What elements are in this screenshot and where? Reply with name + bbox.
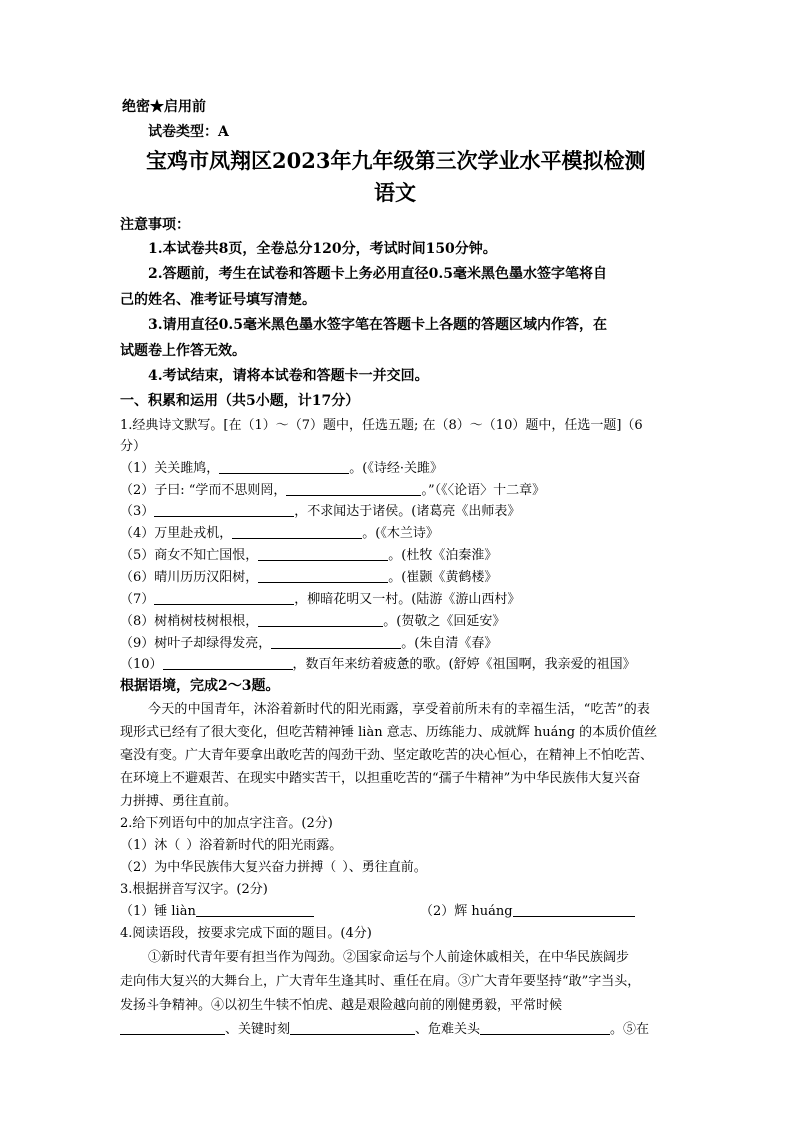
q1-item: （5）商女不知亡国恨， 。(杜牧《泊秦淮》 xyxy=(120,548,498,563)
answer-blank[interactable] xyxy=(232,524,362,539)
q1-item: （9）树叶子却绿得发亮， 。(朱自清《春》 xyxy=(120,636,498,651)
q1-item: （4）万里赴戎机， 。(《木兰诗》 xyxy=(120,526,439,541)
context-line: 力拼搏、勇往直前。 xyxy=(120,794,238,809)
q3-item: （1）锤 liàn xyxy=(120,900,314,919)
exam-title: 宝鸡市凤翔区2023年九年级第三次学业水平模拟检测 xyxy=(146,148,646,173)
answer-blank[interactable] xyxy=(196,902,314,917)
answer-blank[interactable] xyxy=(219,459,349,474)
q2-item: （1）沐（ ）浴着新时代的阳光雨露。 xyxy=(120,838,343,853)
q1-item: （2）子曰: “学而不思则罔， 。”（《〈论语〉十二章》 xyxy=(120,483,546,498)
notice-item: 2.答题前，考生在试卷和答题卡上务必用直径0.5毫米黑色墨水签字笔将自 xyxy=(148,266,607,282)
answer-blank[interactable] xyxy=(480,1020,610,1035)
q1-item: （10） ，数百年来纺着疲惫的歌。(舒婷《祖国啊，我亲爱的祖国》 xyxy=(120,657,636,672)
q1-item: （7） ，柳暗花明又一村。(陆游《游山西村》 xyxy=(120,592,521,607)
answer-blank[interactable] xyxy=(163,655,293,670)
answer-blank[interactable] xyxy=(120,1020,225,1035)
answer-blank[interactable] xyxy=(290,1020,415,1035)
q1-item: （6）晴川历历汉阳树， 。(崔颢《黄鹤楼》 xyxy=(120,570,498,585)
q1-item: （1）关关雎鸠， 。(《诗经·关雎》 xyxy=(120,461,443,476)
notice-item: 己的姓名、准考证号填写清楚。 xyxy=(120,292,316,308)
q2-stem: 2.给下列语句中的加点字注音。(2分) xyxy=(120,816,333,831)
notice-heading: 注意事项： xyxy=(120,217,190,233)
q1-stem: 1.经典诗文默写。[在（1）～（7）题中，任选五题; 在（8）～（10）题中，任选一题]（6 xyxy=(120,418,643,433)
answer-blank[interactable] xyxy=(271,634,401,649)
q4-line: 、关键时刻 、危难关头 。⑤在 xyxy=(120,1018,649,1037)
answer-blank[interactable] xyxy=(154,590,294,605)
answer-blank[interactable] xyxy=(286,481,421,496)
context-line: 现形式已经有了很大变化，但吃苦精神锤 liàn 意志、历练能力、成就辉 huáng 的本质价值丝 xyxy=(120,725,658,740)
q1-item: （8）树梢树枝树根根， 。(贺敬之《回延安》 xyxy=(120,614,506,629)
q4-line: 走向伟大复兴的大舞台上，广大青年生逢其时、重任在肩。③广大青年要坚持“敢”字当头， xyxy=(120,974,641,989)
context-line: 今天的中国青年，沐浴着新时代的阳光雨露，享受着前所未有的幸福生活，“吃苦”的表 xyxy=(148,702,651,717)
section-heading: 一、积累和运用（共5小题，计17分） xyxy=(120,393,360,409)
context-line: 在环境上不避艰苦、在现实中踏实苦干，以担重吃苦的“孺子牛精神”为中华民族伟大复兴奋 xyxy=(120,771,641,786)
answer-blank[interactable] xyxy=(513,902,635,917)
q4-stem: 4.阅读语段，按要求完成下面的题目。(4分) xyxy=(120,926,372,941)
paper-type: 试卷类型：A xyxy=(148,124,229,140)
notice-item: 试题卷上作答无效。 xyxy=(120,343,246,359)
context-line: 毫没有变。广大青年要拿出敢吃苦的闯劲干劲、坚定敢吃苦的决心恒心，在精神上不怕吃苦、 xyxy=(120,748,654,763)
notice-item: 3.请用直径0.5毫米黑色墨水签字笔在答题卡上各题的答题区域内作答，在 xyxy=(148,317,607,333)
q3-item: （2）辉 huáng xyxy=(420,900,635,919)
secret-label: 绝密★启用前 xyxy=(122,99,206,115)
q4-line: ①新时代青年要有担当作为闯劲。②国家命运与个人前途休戚相关，在中华民族阔步 xyxy=(148,950,630,965)
notice-item: 4.考试结束，请将本试卷和答题卡一并交回。 xyxy=(148,368,429,384)
q1-stem: 分） xyxy=(120,439,147,454)
q1-item: （3） ，不求闻达于诸侯。(诸葛亮《出师表》 xyxy=(120,504,521,519)
answer-blank[interactable] xyxy=(154,502,294,517)
answer-blank[interactable] xyxy=(258,546,388,561)
q2-item: （2）为中华民族伟大复兴奋力拼搏（ ）、勇往直前。 xyxy=(120,860,427,875)
answer-blank[interactable] xyxy=(258,568,388,583)
q3-stem: 3.根据拼音写汉字。(2分) xyxy=(120,882,268,897)
context-heading: 根据语境，完成2～3题。 xyxy=(120,678,280,694)
subject-title: 语文 xyxy=(374,180,416,205)
answer-blank[interactable] xyxy=(258,612,383,627)
notice-item: 1.本试卷共8页，全卷总分120分，考试时间150分钟。 xyxy=(148,241,497,257)
q4-line: 发扬斗争精神。④以初生牛犊不怕虎、越是艰险越向前的刚健勇毅，平常时候 xyxy=(120,998,563,1013)
